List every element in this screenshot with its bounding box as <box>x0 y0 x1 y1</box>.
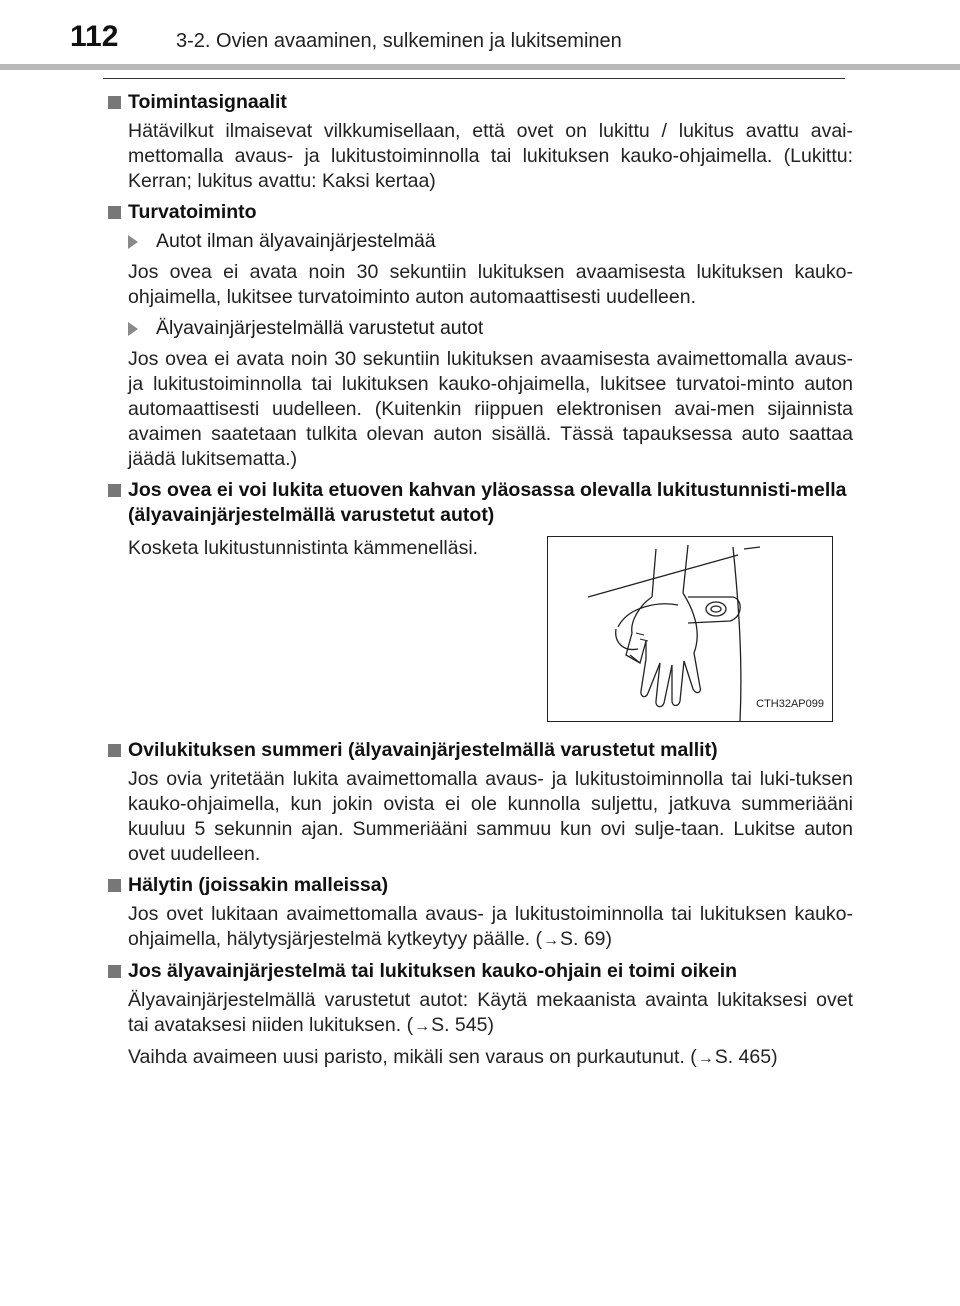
section-malfunction <box>108 959 853 1071</box>
section-buzzer <box>108 738 853 867</box>
triangle-bullet-icon <box>128 322 148 336</box>
page-content <box>108 90 853 1077</box>
subheading-text: Autot ilman älyavainjärjestelmää <box>156 230 436 252</box>
page-reference-link[interactable]: S. 545 <box>431 1014 488 1036</box>
arrow-right-icon: → <box>543 932 559 949</box>
page-number: 112 <box>70 20 119 53</box>
section-signals <box>108 90 853 194</box>
arrow-right-icon: → <box>414 1018 431 1035</box>
triangle-bullet-icon <box>128 235 148 249</box>
paragraph: Kosketa lukitustunnistinta kämmenelläsi. <box>128 537 479 559</box>
paragraph-text: ) <box>487 1014 494 1036</box>
hand-on-door-handle-illustration <box>547 536 833 722</box>
section-heading <box>108 873 853 898</box>
header-band <box>0 64 960 70</box>
page-reference-link[interactable]: S. 465 <box>714 1046 772 1068</box>
section-title: Jos älyavainjärjestelmä tai lukituksen kauko-ohjain ei toimi oikein <box>128 960 738 982</box>
arrow-right-icon: → <box>697 1050 714 1067</box>
square-bullet-icon <box>108 206 121 219</box>
paragraph-text: Vaihda avaimeen uusi paristo, mikäli sen varaus on purkautunut. ( <box>128 1046 697 1068</box>
section-heading <box>108 959 853 984</box>
subheading-text: Älyavainjärjestelmällä varustetut autot <box>156 317 484 339</box>
paragraph <box>128 988 853 1039</box>
subheading <box>128 316 853 341</box>
section-heading <box>108 738 853 763</box>
square-bullet-icon <box>108 744 121 757</box>
subheading <box>128 229 853 254</box>
text-figure-row <box>128 536 853 722</box>
section-title: Toimintasignaalit <box>128 91 287 113</box>
square-bullet-icon <box>108 965 121 978</box>
paragraph: Jos ovea ei avata noin 30 sekuntiin lukituksen avaamisesta lukituksen kauko-ohjaimella, lukitsee turvatoiminto auton automaattisesti uudelleen. <box>128 261 853 308</box>
square-bullet-icon <box>108 879 121 892</box>
square-bullet-icon <box>108 484 121 497</box>
section-heading <box>108 90 853 115</box>
section-heading <box>108 478 853 528</box>
section-security <box>108 200 853 472</box>
figure-code: CTH32AP099 <box>756 698 824 710</box>
section-title: Jos ovea ei voi lukita etuoven kahvan yläosassa olevalla lukitustunnisti-mella (älyavainjärjestelmällä varustetut autot) <box>128 479 847 526</box>
section-title: Ovilukituksen summeri (älyavainjärjestelmällä varustetut mallit) <box>128 739 718 761</box>
paragraph-text: ) <box>771 1046 778 1068</box>
paragraph: Jos ovea ei avata noin 30 sekuntiin lukituksen avaamisesta avaimettomalla avaus- ja lukitustoiminnolla tai lukituksen kauko-ohjaimella, lukitsee turvatoi-minto auton automaattisesti uudelleen. (Kuitenkin riippuen elektronisen avai-men sijainnista avaimen saatetaan tulkita olevan auton sisällä. Tässä tapauksessa auto saattaa jäädä lukitsematta.) <box>128 348 853 470</box>
paragraph <box>128 1045 853 1071</box>
paragraph: Jos ovia yritetään lukita avaimettomalla avaus- ja lukitustoiminnolla tai luki-tuksen kauko-ohjaimella, kun jokin ovista ei ole kunnolla suljettu, jatkuva summeriääni kuuluu 5 sekunnin ajan. Summeriääni sammuu kun ovi sulje-taan. Lukitse auton ovet uudelleen. <box>128 768 853 865</box>
paragraph: Hätävilkut ilmaisevat vilkkumisellaan, että ovet on lukittu / lukitus avattu avai-mettomalla avaus- ja lukitustoiminnolla tai lukituksen kauko-ohjaimella. (Lukittu: Kerran; lukitus avattu: Kaksi kertaa) <box>128 120 853 192</box>
square-bullet-icon <box>108 96 121 109</box>
paragraph-text: Älyavainjärjestelmällä varustetut autot: Käytä mekaanista avainta lukitaksesi ovet tai avataksesi niiden lukituksen. ( <box>128 989 853 1036</box>
section-alarm <box>108 873 853 953</box>
section-heading <box>108 200 853 225</box>
section-title: Turvatoiminto <box>128 201 257 223</box>
section-title: Hälytin (joissakin malleissa) <box>128 874 389 896</box>
page-reference-link[interactable]: S. 69 <box>560 928 606 950</box>
paragraph <box>128 902 853 953</box>
chapter-title: 3-2. Ovien avaaminen, sulkeminen ja lukitseminen <box>176 30 622 52</box>
paragraph-text: Jos ovet lukitaan avaimettomalla avaus- ja lukitustoiminnolla tai lukituksen kauko-ohjaimella, hälytysjärjestelmä kytkeytyy päälle. ( <box>128 903 853 950</box>
top-rule <box>103 78 845 79</box>
section-sensor <box>108 478 853 722</box>
paragraph-text: ) <box>605 928 613 950</box>
